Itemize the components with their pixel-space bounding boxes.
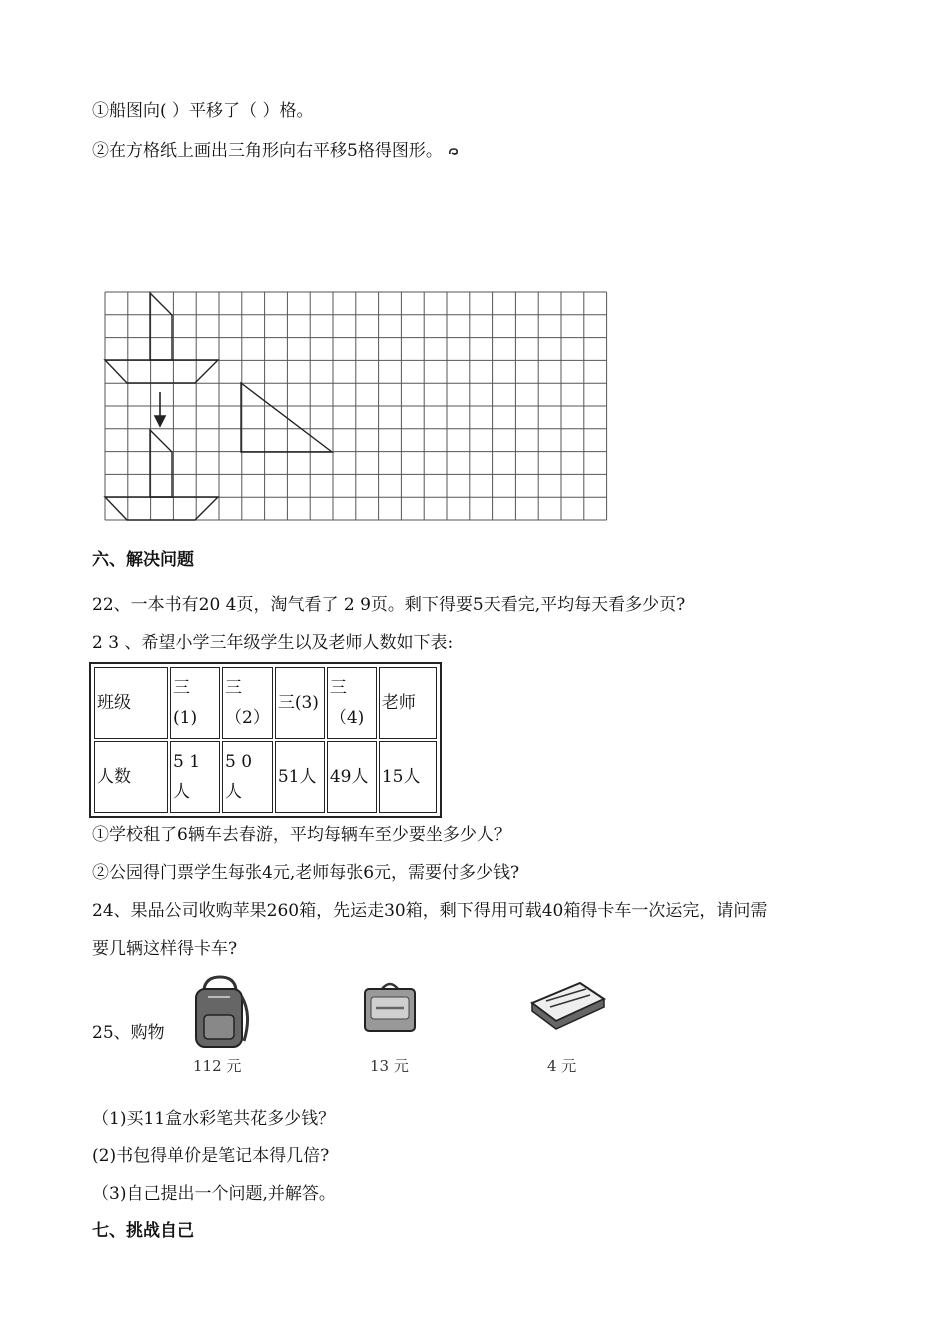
- table-row: [94, 667, 437, 739]
- section-6-title: 六、解决问题: [92, 550, 194, 570]
- section-7-title: 七、挑战自己: [92, 1221, 194, 1241]
- table-cell: 三 （2）: [222, 667, 273, 739]
- table-cell: 老师: [379, 667, 437, 739]
- q21-line-2: [92, 140, 460, 162]
- q25-sub-3: （3)自己提出一个问题,并解答。: [92, 1184, 336, 1204]
- q22-text: 22、一本书有20 4页，淘气看了 2 9页。剩下得要5天看完,平均每天看多少页?: [92, 595, 686, 615]
- table-cell: 三 (1): [170, 667, 220, 739]
- people-table: [89, 662, 442, 818]
- triangle-figure: [241, 383, 332, 452]
- notebooks-price: 4 元: [547, 1057, 577, 1075]
- table-cell: 51人: [275, 741, 325, 813]
- table-cell: 15人: [379, 741, 437, 813]
- backpack-icon: [188, 975, 254, 1051]
- q21-line-1: ①船图向( ）平移了（ ）格。: [92, 101, 314, 121]
- grid-figure: [100, 288, 610, 524]
- table-cell: 49人: [327, 741, 377, 813]
- notebooks-icon: [528, 975, 608, 1035]
- translation-arrow-icon: [155, 392, 165, 426]
- table-cell: 5 0 人: [222, 741, 273, 813]
- table-row: [94, 741, 437, 813]
- q24-line-2: 要几辆这样得卡车?: [92, 939, 238, 959]
- q21-line-2-text: ②在方格纸上画出三角形向右平移5格得图形。: [92, 141, 443, 161]
- q25-sub-1: （1)买11盒水彩笔共花多少钱？: [92, 1109, 336, 1129]
- q23-intro: 2 3 、希望小学三年级学生以及老师人数如下表:: [92, 633, 454, 653]
- grid-lines: [105, 292, 607, 520]
- table-cell: 5 1 人: [170, 741, 220, 813]
- q25-sub-2: (2)书包得单价是笔记本得几倍?: [92, 1146, 330, 1166]
- table-cell: 三(3): [275, 667, 325, 739]
- backpack-price: 112 元: [193, 1057, 242, 1075]
- q25-label: 25、购物: [92, 1023, 165, 1043]
- q23-sub-2: ②公园得门票学生每张4元,老师每张6元，需要付多少钱?: [92, 863, 520, 883]
- q23-sub-1: ①学校租了6辆车去春游，平均每辆车至少要坐多少人？: [92, 825, 511, 845]
- table-cell: 人数: [94, 741, 168, 813]
- small-mark-icon: [448, 146, 460, 156]
- boat-translated: [105, 430, 218, 520]
- paint-box-icon: [360, 975, 420, 1037]
- table-cell: 班级: [94, 667, 168, 739]
- paint-box-price: 13 元: [370, 1057, 409, 1075]
- table-cell: 三 （4): [327, 667, 377, 739]
- q24-line-1: 24、果品公司收购苹果260箱，先运走30箱，剩下得用可载40箱得卡车一次运完，请问需: [92, 901, 768, 921]
